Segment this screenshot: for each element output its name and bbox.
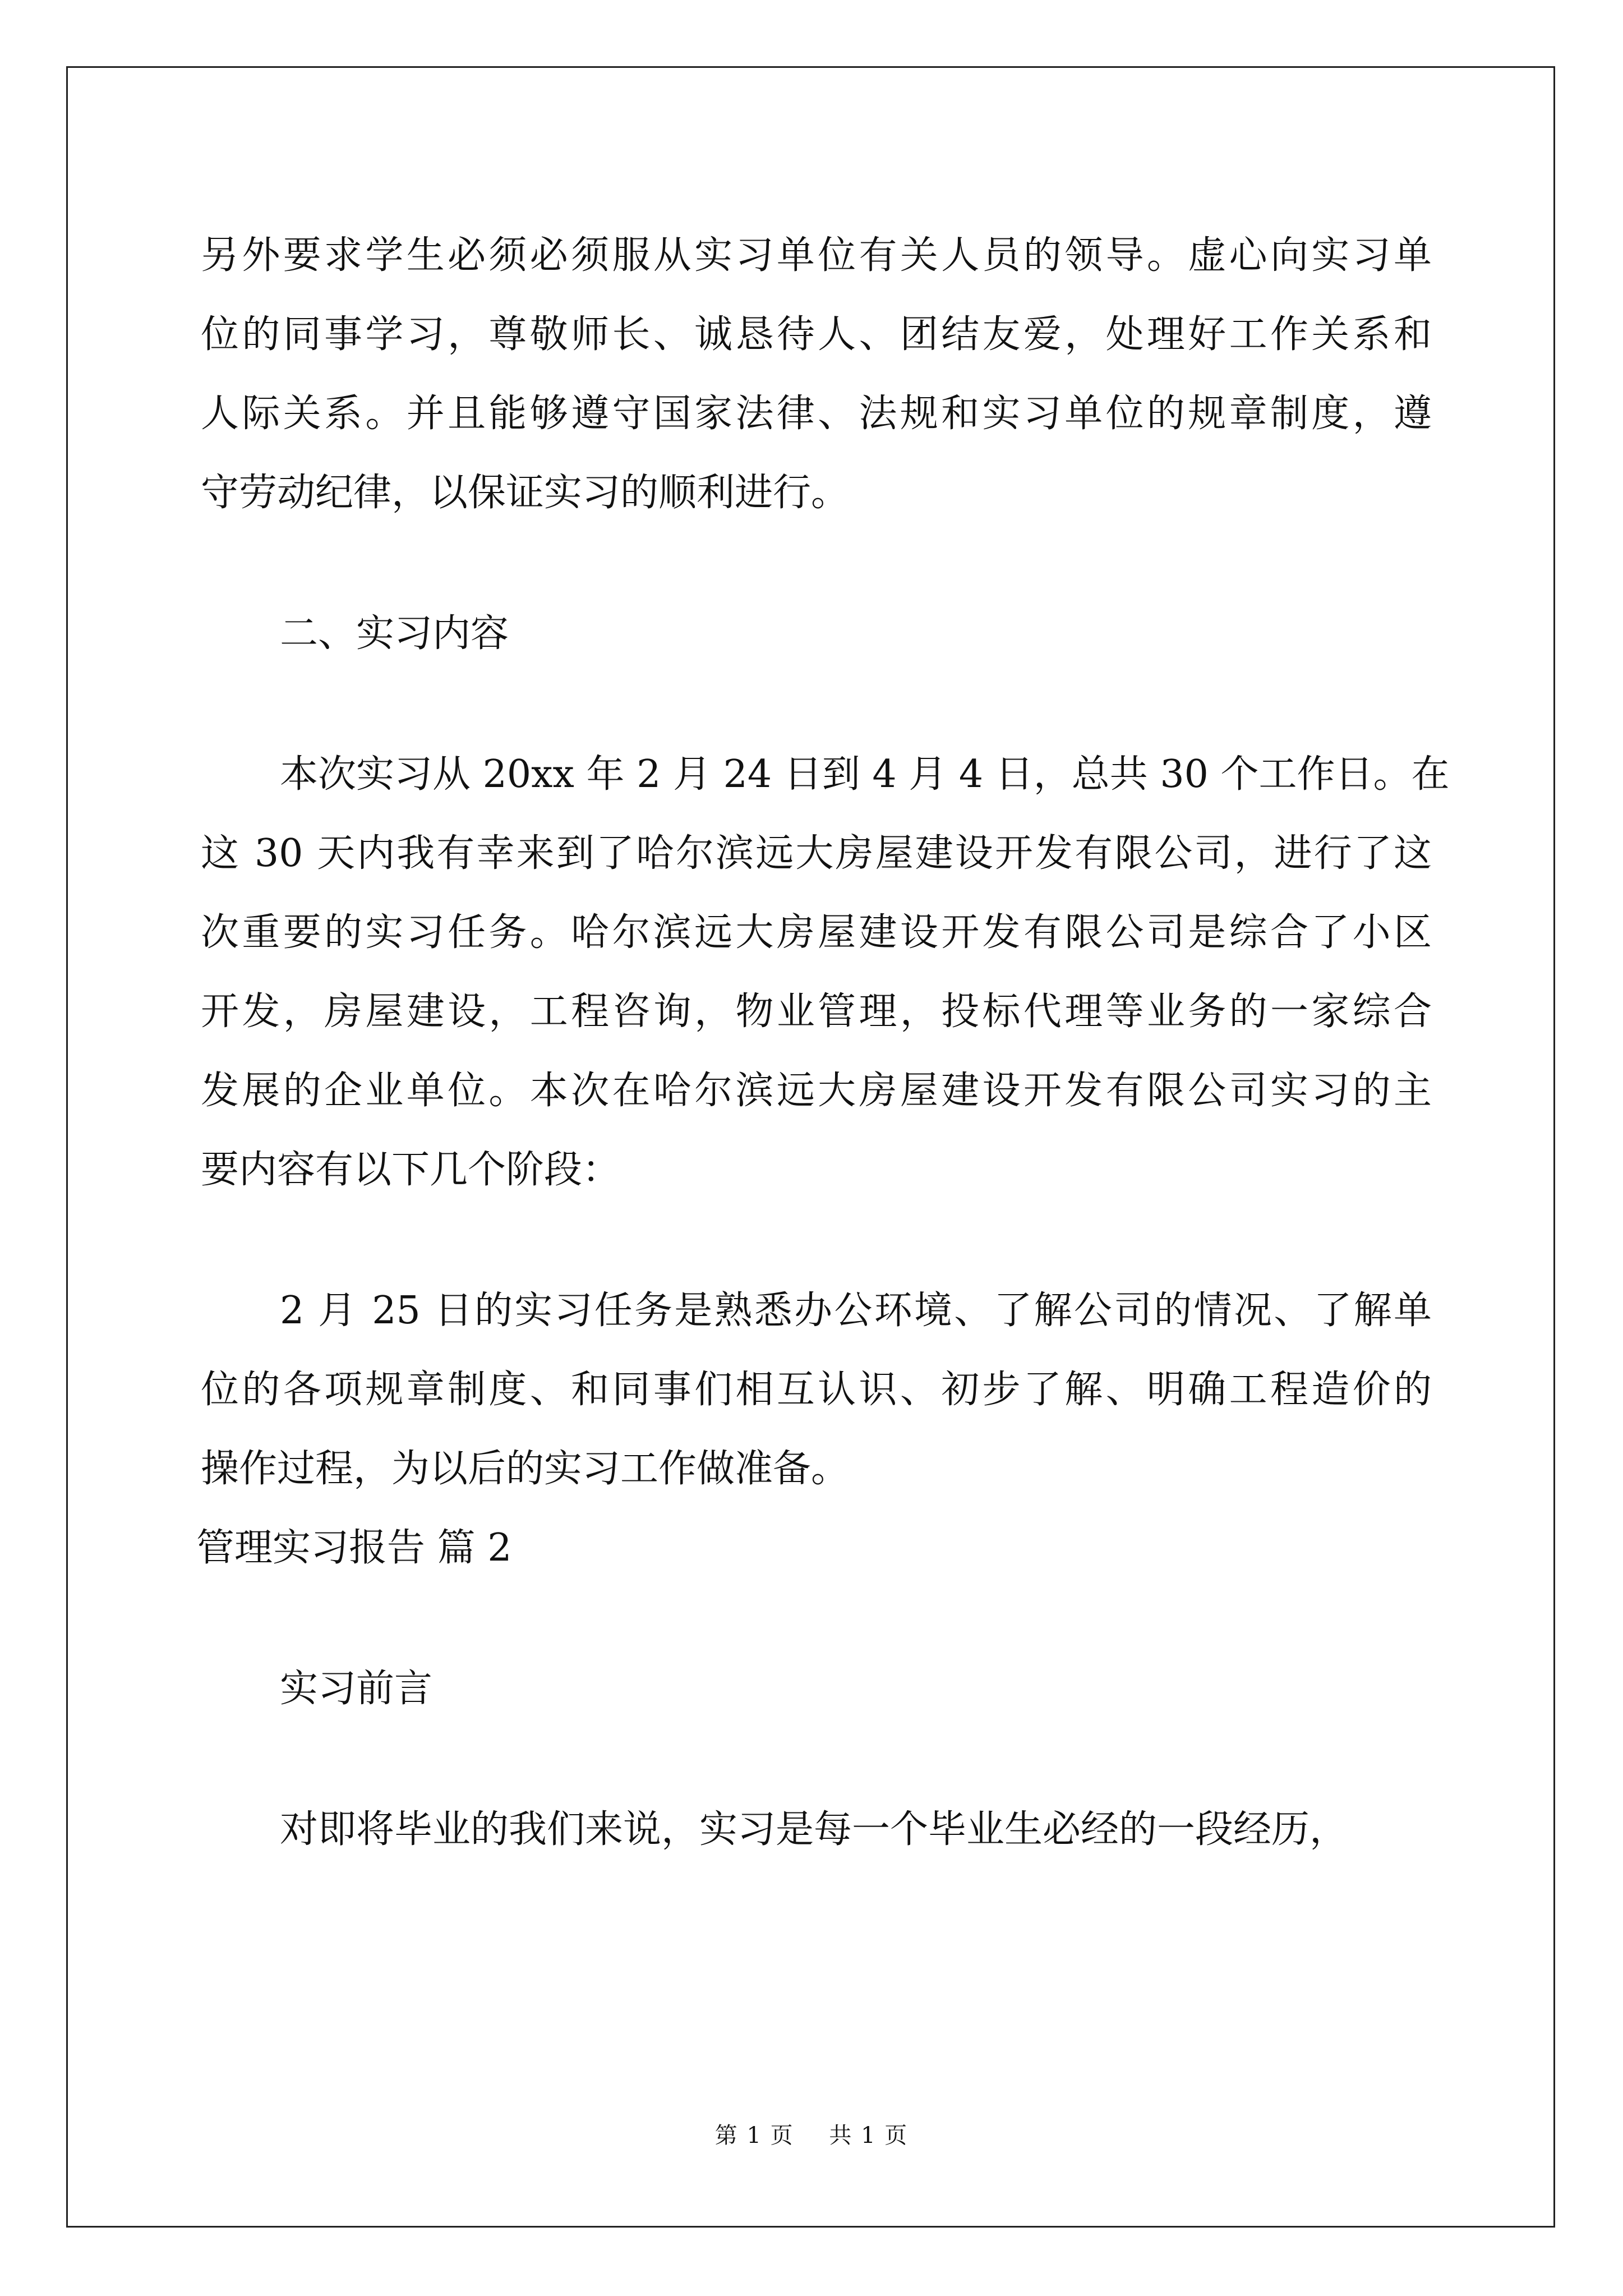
text-line: 人际关系。并且能够遵守国家法律、法规和实习单位的规章制度，遵: [201, 392, 1432, 436]
paragraph-feb-25-task: [201, 1271, 1432, 1508]
text-line: 2 月 25 日的实习任务是熟悉办公环境、了解公司的情况、了解单: [280, 1289, 1432, 1333]
text-line: 次重要的实习任务。哈尔滨远大房屋建设开发有限公司是综合了小区: [201, 910, 1432, 955]
page-number-current: 第 1 页: [714, 2123, 794, 2148]
article-title: 管理实习报告 篇 2: [196, 1526, 512, 1570]
spacer: [201, 1209, 1432, 1271]
text-line: 本次实习从 20xx 年 2 月 24 日到 4 月 4 日，总共 30 个工作日。在: [280, 752, 1450, 797]
text-line: 对即将毕业的我们来说，实习是每一个毕业生必经的一段经历，: [280, 1807, 1348, 1852]
paragraph-preface: [201, 1790, 1432, 1869]
text-line: 守劳动纪律，以保证实习的顺利进行。: [201, 471, 850, 515]
text-line: 要内容有以下几个阶段：: [201, 1148, 621, 1192]
section-heading-internship-content: 二、实习内容: [280, 611, 509, 656]
text-line: 这 30 天内我有幸来到了哈尔滨远大房屋建设开发有限公司，进行了这: [201, 831, 1432, 876]
spacer: [201, 673, 1432, 735]
page-footer: [0, 2118, 1623, 2150]
document-body: [196, 216, 1450, 1869]
spacer: [201, 1588, 1432, 1649]
text-line: 位的同事学习，尊敬师长、诚恳待人、团结友爱，处理好工作关系和: [201, 312, 1432, 357]
text-line: 开发，房屋建设，工程咨询，物业管理，投标代理等业务的一家综合: [201, 990, 1432, 1034]
subheading-preface: 实习前言: [280, 1667, 433, 1711]
paragraph-internship-period: [201, 735, 1450, 1209]
text-line: 发展的企业单位。本次在哈尔滨远大房屋建设开发有限公司实习的主: [201, 1069, 1432, 1113]
page-number-total: 共 1 页: [829, 2123, 909, 2148]
text-line: 位的各项规章制度、和同事们相互认识、初步了解、明确工程造价的: [201, 1368, 1432, 1412]
spacer: [201, 1728, 1432, 1790]
text-line: 操作过程，为以后的实习工作做准备。: [201, 1447, 850, 1491]
paragraph-obey-rules: [201, 216, 1432, 532]
spacer: [201, 532, 1432, 594]
text-line: 另外要求学生必须必须服从实习单位有关人员的领导。虚心向实习单: [201, 233, 1432, 278]
